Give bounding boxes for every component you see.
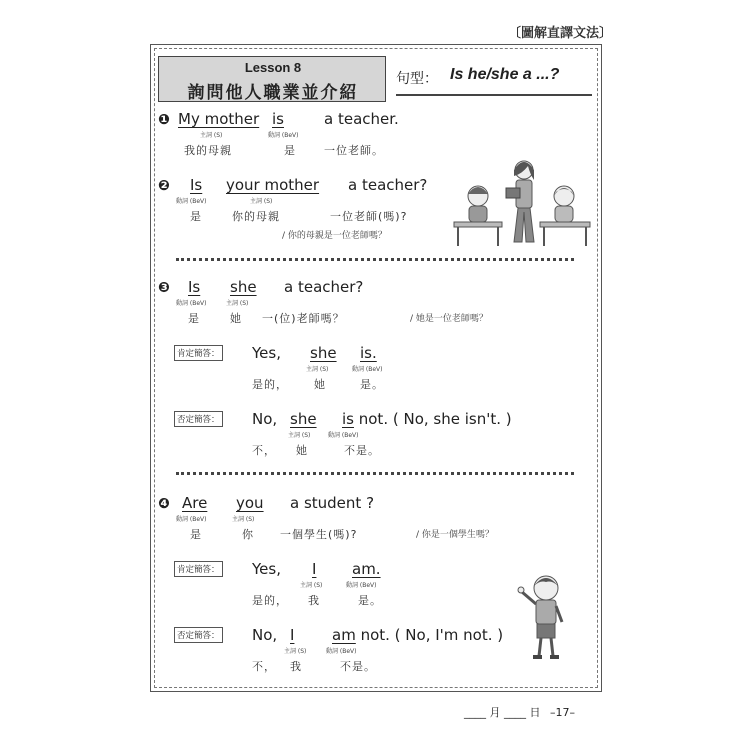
s4-yes-subject-label: 主詞 (S) (300, 582, 323, 589)
s4-yes-subject: I (312, 560, 317, 578)
affirmative-answer-tag: 肯定簡答： (174, 345, 223, 361)
lesson-title-box (158, 56, 386, 102)
s4-no-verb: am (332, 626, 356, 644)
lesson-title: 詢問他人職業並介紹 (187, 83, 359, 103)
s3-zh-complement: 一(位)老師嗎？ (262, 312, 345, 325)
date-footer (464, 704, 575, 720)
s2-verb: Is (190, 176, 203, 194)
s2-zh-verb: 是 (190, 210, 202, 223)
dotted-divider (176, 472, 574, 475)
s3-verb: Is (188, 278, 201, 296)
section-4-marker: ❹ (158, 496, 170, 512)
day-label: 日 (529, 706, 541, 719)
s3-subject-label: 主詞 (S) (226, 300, 249, 307)
s4-yes-verb: am. (352, 560, 381, 578)
s4-zh-verb: 是 (190, 528, 202, 541)
s4-subject-label: 主詞 (S) (232, 516, 255, 523)
s4-no-verb-label: 動詞 (BeV) (326, 648, 357, 655)
s3-subject: she (230, 278, 257, 296)
s3-yes-zh-3: 是。 (360, 378, 384, 391)
s4-verb: Are (182, 494, 208, 512)
s4-yes-word: Yes, (252, 560, 281, 578)
s3-no-verb: is (342, 410, 354, 428)
s1-zh-subject: 我的母親 (184, 144, 232, 157)
s2-complement: a teacher? (348, 176, 428, 194)
waving-student-illustration (516, 570, 576, 662)
s3-no-verb-phrase (342, 410, 512, 428)
lesson-number: Lesson 8 (244, 60, 302, 75)
affirmative-answer-tag: 肯定簡答： (174, 561, 223, 577)
pattern-underline (396, 94, 592, 96)
s2-alt-translation: / 你的母親是一位老師嗎？ (282, 231, 387, 241)
s4-zh-complement: 一個學生(嗎)? (280, 528, 358, 541)
s4-complement: a student ? (290, 494, 375, 512)
s3-no-zh-2: 她 (296, 444, 308, 457)
s4-verb-label: 動詞 (BeV) (176, 516, 207, 523)
section-2-marker: ❷ (158, 178, 170, 194)
s1-verb-label: 動詞 (BeV) (268, 132, 299, 139)
section-3-marker: ❸ (158, 280, 170, 296)
day-blank: ____ (504, 706, 526, 719)
s3-yes-zh-1: 是的， (252, 378, 288, 391)
s2-subject: your mother (226, 176, 320, 194)
s3-yes-verb: is. (360, 344, 377, 362)
s3-zh-subject: 她 (230, 312, 242, 325)
s3-yes-zh-2: 她 (314, 378, 326, 391)
s4-no-subject: I (290, 626, 295, 644)
s4-alt-translation: / 你是一個學生嗎？ (416, 530, 494, 540)
s3-yes-word: Yes, (252, 344, 281, 362)
section-1-marker: ❶ (158, 112, 170, 128)
negative-answer-tag: 否定簡答： (174, 627, 223, 643)
sentence-pattern-label: 句型： (396, 71, 438, 87)
page-number: –17– (550, 706, 575, 719)
s3-yes-subject: she (310, 344, 337, 362)
s4-no-zh-3: 不是。 (340, 660, 376, 673)
s3-no-zh-1: 不， (252, 444, 276, 457)
s4-yes-verb-label: 動詞 (BeV) (346, 582, 377, 589)
s4-subject: you (236, 494, 264, 512)
s2-zh-complement: 一位老師(嗎)? (330, 210, 408, 223)
s4-yes-zh-2: 我 (308, 594, 320, 607)
s3-no-zh-3: 不是。 (344, 444, 380, 457)
s4-no-subject-label: 主詞 (S) (284, 648, 307, 655)
s3-no-word: No, (252, 410, 278, 428)
s2-zh-subject: 你的母親 (232, 210, 280, 223)
s3-yes-verb-label: 動詞 (BeV) (352, 366, 383, 373)
sentence-pattern: Is he/she a ...? (450, 66, 560, 83)
s4-yes-zh-1: 是的， (252, 594, 288, 607)
s4-no-rest: not. ( No, I'm not. ) (355, 626, 504, 644)
s3-alt-translation: / 她是一位老師嗎？ (410, 314, 488, 324)
s3-no-rest: not. ( No, she isn't. ) (353, 410, 512, 428)
s1-verb: is (272, 110, 284, 128)
s4-no-zh-2: 我 (290, 660, 302, 673)
s1-subject: My mother (178, 110, 260, 128)
teacher-students-illustration (452, 152, 594, 248)
s3-verb-label: 動詞 (BeV) (176, 300, 207, 307)
s3-complement: a teacher? (284, 278, 364, 296)
s4-no-zh-1: 不， (252, 660, 276, 673)
s4-yes-zh-3: 是。 (358, 594, 382, 607)
s3-zh-verb: 是 (188, 312, 200, 325)
s2-subject-label: 主詞 (S) (250, 198, 273, 205)
month-blank: ____ (464, 706, 486, 719)
section-header-tag: 〔圖解直譯文法〕 (508, 26, 613, 41)
s1-subject-label: 主詞 (S) (200, 132, 223, 139)
dotted-divider (176, 258, 574, 261)
s3-yes-subject-label: 主詞 (S) (306, 366, 329, 373)
s4-no-verb-phrase (332, 626, 503, 644)
s4-no-word: No, (252, 626, 278, 644)
s1-zh-verb: 是 (284, 144, 296, 157)
month-label: 月 (489, 706, 501, 719)
negative-answer-tag: 否定簡答： (174, 411, 223, 427)
s3-no-subject: she (290, 410, 317, 428)
s4-zh-subject: 你 (242, 528, 254, 541)
s3-no-verb-label: 動詞 (BeV) (328, 432, 359, 439)
s2-verb-label: 動詞 (BeV) (176, 198, 207, 205)
s3-no-subject-label: 主詞 (S) (288, 432, 311, 439)
s1-complement: a teacher. (324, 110, 399, 128)
s1-zh-complement: 一位老師。 (324, 144, 384, 157)
